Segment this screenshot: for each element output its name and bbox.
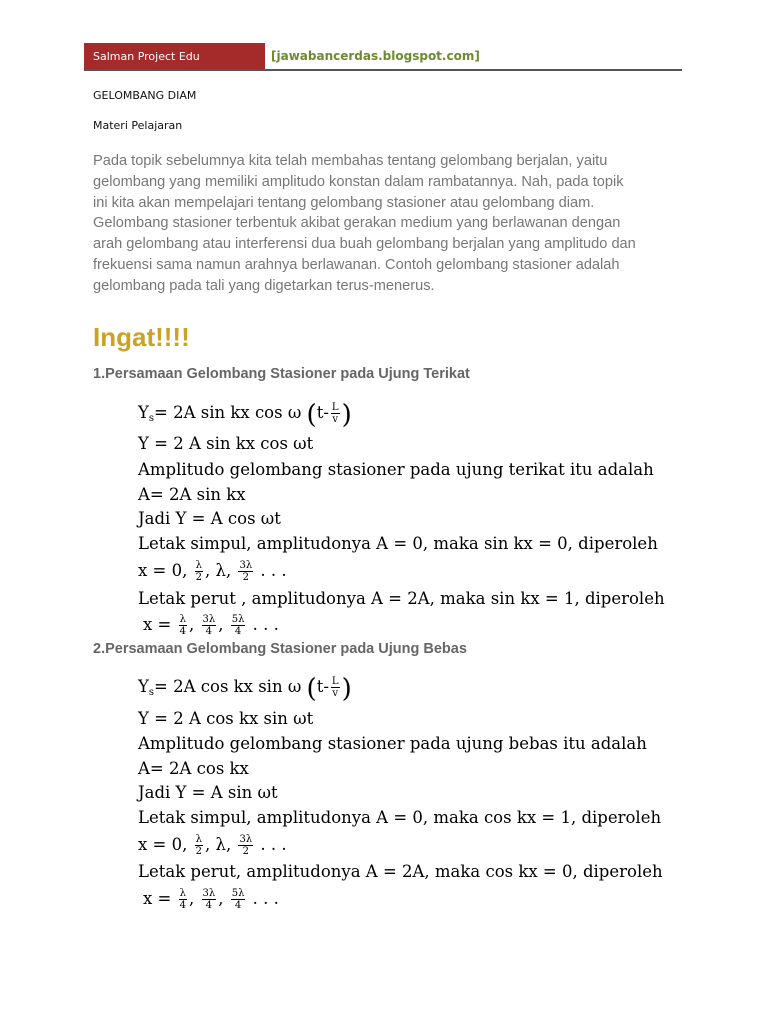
intro-line: ini kita akan mempelajari tentang gelombang stasioner atau gelombang diam.: [93, 194, 595, 211]
fraction: $\frac{3\lambda}{4}$: [202, 614, 216, 637]
formula-line: Jadi Y = A sin ωt: [138, 783, 278, 802]
ys-subscript: s: [148, 413, 155, 424]
fraction: $\frac{\lambda}{2}$: [195, 834, 202, 857]
formula-line: Jadi Y = A cos ωt: [138, 509, 281, 528]
fraction: $\frac{\lambda}{4}$: [179, 614, 187, 637]
formula-line: A= 2A sin kx: [138, 485, 246, 504]
formula-line: Letak simpul, amplitudonya A = 0, maka cos kx = 1, diperoleh: [138, 808, 662, 827]
ingat-heading: Ingat!!!!: [93, 322, 190, 352]
fraction: $\frac{3\lambda}{4}$: [202, 888, 216, 911]
paren-open: (: [306, 400, 317, 430]
ys-subscript: s: [148, 687, 155, 698]
ys-expression: = 2A cos kx sin ω: [154, 677, 302, 696]
formula-line: Letak perut , amplitudonya A = 2A, maka sin kx = 1, diperoleh: [138, 589, 665, 608]
intro-line: Pada topik sebelumnya kita telah membahas tentang gelombang berjalan, yaitu: [93, 153, 608, 169]
simpul-positions: x = 0, $\frac{\lambda}{2}$ , λ, $\frac{3\lambda}{2}$ . . .: [138, 834, 287, 857]
ys-symbol: Y: [138, 677, 149, 696]
section2-heading: 2.Persamaan Gelombang Stasioner pada Ujung Bebas: [93, 641, 467, 657]
intro-line: gelombang pada tali yang digetarkan terus-menerus.: [93, 277, 435, 294]
page-header: [84, 43, 682, 70]
formula-line: Amplitudo gelombang stasioner pada ujung bebas itu adalah: [138, 734, 647, 753]
simpul-positions: x = 0, $\frac{\lambda}{2}$ , λ, $\frac{3\lambda}{2}$ . . .: [138, 560, 287, 583]
formula-line: Y = 2 A sin kx cos ωt: [138, 434, 314, 453]
ys-formula: [138, 400, 352, 430]
fraction: $\frac{\lambda}{4}$: [179, 888, 187, 911]
ys-t-term: t-: [316, 403, 329, 422]
intro-paragraph: [93, 151, 693, 297]
document-title: GELOMBANG DIAM: [93, 89, 197, 102]
section1-heading: 1.Persamaan Gelombang Stasioner pada Ujung Terikat: [93, 366, 470, 382]
formula-line: Amplitudo gelombang stasioner pada ujung terikat itu adalah: [138, 460, 654, 479]
intro-line: gelombang yang memiliki amplitudo konstan dalam rambatannya. Nah, pada topik: [93, 173, 624, 190]
formula-line: Y = 2 A cos kx sin ωt: [138, 709, 314, 728]
brand-label: Salman Project Edu: [84, 43, 265, 70]
intro-line: frekuensi sama namun arahnya berlawanan. Contoh gelombang stasioner adalah: [93, 256, 620, 273]
header-divider: [84, 69, 682, 71]
ys-symbol: Y: [138, 403, 149, 422]
intro-line: Gelombang stasioner terbentuk akibat gerakan medium yang berlawanan dengan: [93, 215, 621, 232]
perut-positions: x = $\frac{\lambda}{4}$ , $\frac{3\lambda}{4}$ , $\frac{5\lambda}{4}$ . . .: [143, 614, 279, 637]
formula-line: Letak simpul, amplitudonya A = 0, maka sin kx = 0, diperoleh: [138, 534, 658, 553]
paren-open: (: [306, 674, 317, 704]
fraction-l-over-v: $\frac{L}{v}$: [331, 676, 339, 699]
fraction: $\frac{3\lambda}{2}$: [239, 560, 253, 583]
fraction: $\frac{\lambda}{2}$: [195, 560, 202, 583]
fraction-l-over-v: $\frac{L}{v}$: [331, 402, 339, 425]
ys-expression: = 2A sin kx cos ω: [154, 403, 302, 422]
perut-positions: x = $\frac{\lambda}{4}$ , $\frac{3\lambda}{4}$ , $\frac{5\lambda}{4}$ . . .: [143, 888, 279, 911]
blog-url: [jawabancerdas.blogspot.com]: [271, 49, 480, 63]
paren-close: ): [341, 400, 352, 430]
fraction: $\frac{5\lambda}{4}$: [231, 614, 245, 637]
ys-t-term: t-: [316, 677, 329, 696]
formula-line: Letak perut, amplitudonya A = 2A, maka cos kx = 0, diperoleh: [138, 862, 663, 881]
paren-close: ): [341, 674, 352, 704]
formula-line: A= 2A cos kx: [138, 759, 249, 778]
ys-formula: [138, 674, 352, 704]
intro-line: arah gelombang atau interferensi dua buah gelombang berjalan yang amplitudo dan: [93, 236, 636, 253]
document-subtitle: Materi Pelajaran: [93, 119, 183, 132]
fraction: $\frac{3\lambda}{2}$: [239, 834, 253, 857]
fraction: $\frac{5\lambda}{4}$: [231, 888, 245, 911]
